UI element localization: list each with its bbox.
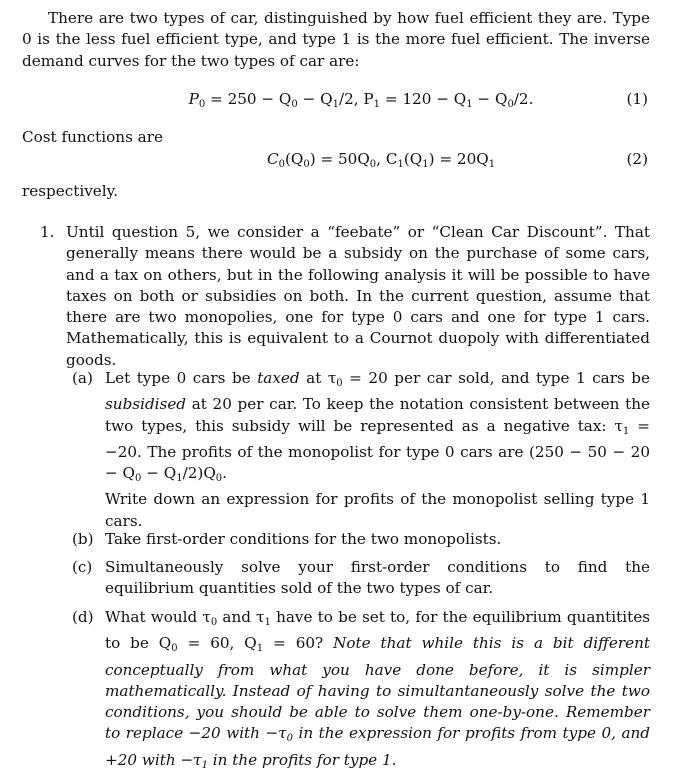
part-c-text: Simultaneously solve your first-order conditions to find the equilibrium quantities sold of the two types of car.: [105, 558, 650, 598]
part-a-text: Let type 0 cars be taxed at $\tau_0 = 20$ per car sold, and type 1 cars be subsidised at 20 per car. To keep the notation consistent between the two types, this subsidy will be represented as a negative tax: $\tau_1 = -20$. The profits of the monopolist for type 0 cars are $(250 - 50 - 20 - Q_0 - Q_1/2)Q_0$. Write down an expression for profits of the monopolist selling type 1 cars.: [105, 369, 651, 530]
equation-1-body: $P_0 = 250 - Q_0 - Q_1/2$, $P_1 = 120 - Q_1 - Q_0/2$.: [188, 90, 534, 110]
part-c-label: (c): [72, 558, 93, 576]
intro-text: There are two types of car, distinguished by how fuel efficient they are. Type 0 is the less fuel efficient type, and type 1 is the more fuel efficient. The inverse demand curves for the two types of car are:: [22, 9, 650, 70]
equation-2-body: $C_0(Q_0) = 50Q_0$, $C_1(Q_1) = 20Q_1$: [266, 150, 496, 170]
question-1: [40, 222, 650, 371]
part-d-text: What would $\tau_0$ and $\tau_1$ have to be set to, for the equilibrium quantitites to be $Q_0 = 60$, $Q_1 = 60$? Note that while this is a bit different conceptually from what you have done before, it is simpler mathematically. Instead of having to simultantaneously solve the two conditions, you should be able to solve them one-by-one. Remember to replace −20 with $-\tau_0$ in the expression for profits from type 0, and +20 with $-\tau_1$ in the profits for type 1.: [105, 608, 651, 771]
intro-paragraph: [22, 8, 650, 72]
part-b-label: (b): [72, 530, 94, 548]
equation-1-number: (1): [626, 90, 648, 108]
part-b: [72, 529, 650, 550]
part-d: [72, 607, 650, 776]
part-a: [72, 368, 650, 532]
equation-1: [0, 89, 692, 113]
part-b-text: Take first-order conditions for the two monopolists.: [105, 530, 502, 548]
question-1-text: Until question 5, we consider a “feebate” or “Clean Car Discount”. That generally means there would be a subsidy on the purchase of some cars, and a tax on others, but in the following analysis it will be possible to have taxes on both or subsidies on both. In the current question, assume that there are two monopolies, one for type 0 cars and one for type 1 cars. Mathematically, this is equivalent to a Cournot duopoly with differentiated goods.: [66, 223, 650, 369]
question-1-label: 1.: [40, 223, 55, 241]
cost-lead: Cost functions are: [22, 128, 163, 146]
part-a-question: Write down an expression for profits of the monopolist selling type 1 cars.: [105, 490, 650, 530]
equation-2-number: (2): [626, 150, 648, 168]
respectively-text: respectively.: [22, 182, 119, 200]
part-d-label: (d): [72, 608, 94, 626]
equation-2: [0, 149, 692, 173]
part-a-label: (a): [72, 369, 93, 387]
part-c: [72, 557, 650, 600]
